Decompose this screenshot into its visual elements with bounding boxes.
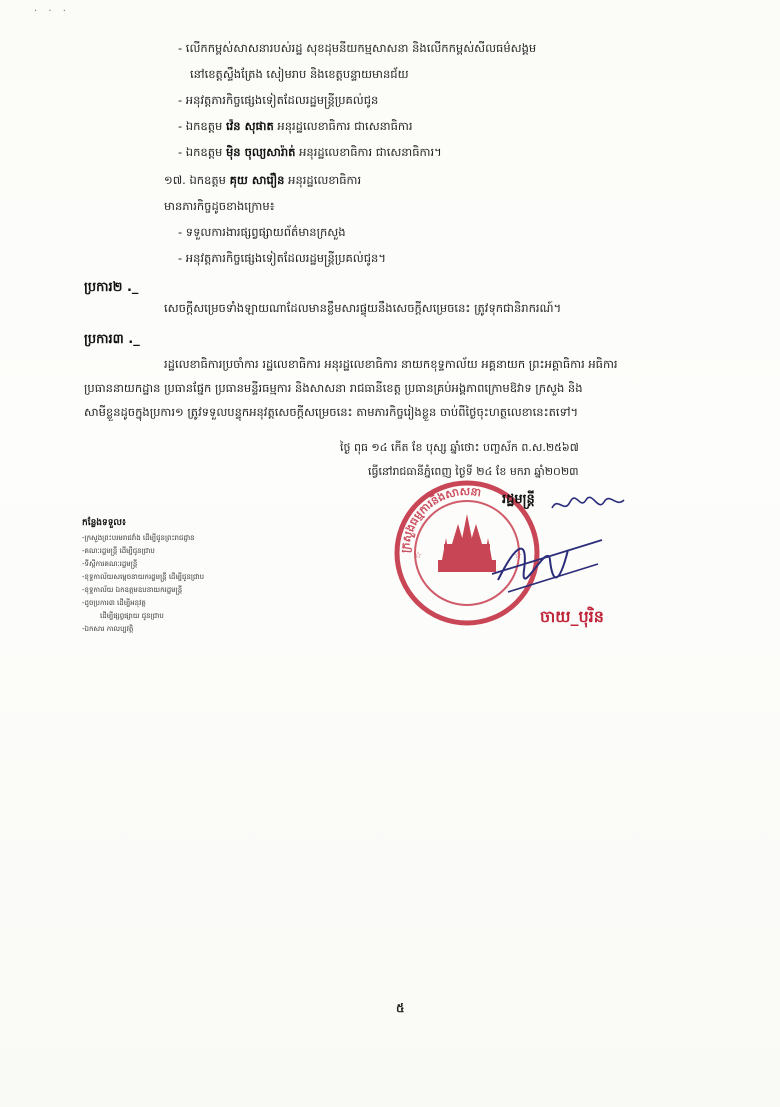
signature-icon: [488, 520, 608, 600]
cc-item-8: -ឯកសារ កាលប្បវត្តិ: [82, 625, 134, 633]
page-number: ៥: [396, 1001, 405, 1015]
body-line-9: - អនុវត្តភារកិច្ចផ្សេងទៀតដែលរដ្ឋមន្ត្រីប្រគល់ជូន។: [178, 251, 386, 265]
cc-item-5: -ខុទ្ទកាល័យ ឯកឧត្តមឧបនាយករដ្ឋមន្ត្រី: [82, 586, 183, 594]
official-name-3: គុយ សារឿន: [229, 173, 285, 187]
body-line-5-post: អនុរដ្ឋលេខាធិការ ជាសេនាធិការ។: [295, 145, 442, 159]
body-line-3: - អនុវត្តភារកិច្ចផ្សេងទៀតដែលរដ្ឋមន្ត្រីប្រគល់ជូន: [178, 93, 379, 107]
article-2-heading: ប្រការ២ ._: [84, 280, 139, 295]
svg-text:☆: ☆: [414, 551, 423, 561]
svg-text:ក្រសួងធម្មការនិងសាសនា: ក្រសួងធម្មការនិងសាសនា: [398, 484, 482, 554]
signer-name: ចាយ_បុរិន: [540, 607, 604, 626]
article-3-heading: ប្រការ៣ ._: [84, 332, 140, 347]
article-3-line-2: ប្រធាននាយកដ្ឋាន ប្រធានផ្នែក ប្រធានមន្ទីរធម្មការ និងសាសនា រាជធានីខេត្ត ប្រធានគ្រប់អង្គភាពក្រោមឱវាទ ក្រសួង និង: [84, 381, 583, 395]
body-line-6: [164, 172, 361, 188]
cc-item-4: -ខុទ្ទកាល័យសម្តេចនាយករដ្ឋមន្ត្រី ដើម្បីជូនជ្រាប: [82, 573, 205, 581]
cc-item-7: ដើម្បីផ្សព្វផ្សាយ ជូនជ្រាប: [100, 612, 164, 620]
article-3-line-3: សាមីខ្លួនដូចក្នុងប្រការ១ ត្រូវទទួលបន្ទុកអនុវត្តសេចក្តីសម្រេចនេះ តាមភារកិច្ចរៀងខ្លួន ចាប់ពីថ្ងៃចុះហត្ថលេខានេះតទៅ។: [84, 405, 579, 419]
body-line-2: នៅខេត្តស្ទឹងត្រែង សៀមរាប និងខេត្តបន្ទាយមានជ័យ: [190, 67, 409, 81]
official-name-1: វ៉េន សុផាត: [225, 119, 274, 133]
body-line-5-pre: - ឯកឧត្តម: [178, 145, 226, 159]
article-2-text: សេចក្តីសម្រេចទាំងឡាយណាដែលមានខ្លឹមសារផ្ទុយនឹងសេចក្តីសម្រេចនេះ ត្រូវទុកជានិរាករណ៍។: [164, 301, 562, 315]
article-3-line-1: រដ្ឋលេខាធិការប្រចាំការ រដ្ឋលេខាធិការ អនុរដ្ឋលេខាធិការ នាយកខុទ្ទកាល័យ អគ្គនាយក ព្រះអគ្គាធិការ អធិការ: [164, 357, 618, 371]
signer-title: រដ្ឋមន្ត្រី: [502, 492, 535, 507]
date-lunar: ថ្ងៃ ពុធ ១៤ កើត ខែ បុស្ស ឆ្នាំថោះ បញ្ចស័ក ព.ស.២៥៦៧: [340, 441, 579, 454]
body-line-4-post: អនុរដ្ឋលេខាធិការ ជាសេនាធិការ: [273, 119, 413, 133]
body-line-4: [178, 118, 413, 134]
cc-item-1: -ក្រសួងព្រះបរមរាជវាំង ដើម្បីជូនព្រះរាជជ្ញាន: [82, 534, 195, 542]
cc-item-2: -គណៈ​រដ្ឋមន្ត្រី ដើម្បីជូនជ្រាប: [82, 547, 155, 555]
body-line-6-pre: ១៧. ឯកឧត្តម: [164, 173, 230, 187]
cc-title: កន្លែងទទួល៖: [82, 518, 126, 528]
official-name-2: ម៉ិន ចុល្យសារ៉ាត់: [225, 145, 296, 159]
scan-specks: · · ·: [34, 6, 70, 17]
body-line-8: - ទទួលការងារផ្សព្វផ្សាយព័ត៌មានក្រសួង: [178, 225, 346, 239]
body-line-1: - លើកកម្ពស់សាសនារបស់រដ្ឋ សុខដុមនីយកម្មសាសនា និងលើកកម្ពស់សីលធម៌សង្គម: [178, 41, 537, 55]
cc-item-6: -ដូចប្រការ៣ ដើម្បីអនុវត្ត: [82, 599, 146, 607]
handwritten-note-icon: [548, 492, 628, 518]
body-line-7: មានភារកិច្ចដូចខាងក្រោម៖: [164, 199, 275, 213]
cc-item-3: -ទីស្តីការគណៈ​រដ្ឋមន្ត្រី: [82, 560, 138, 568]
body-line-5: [178, 144, 442, 160]
svg-text:☆: ☆: [514, 551, 523, 561]
date-place: ធ្វើនៅរាជធានីភ្នំពេញ ថ្ងៃទី ២៤ ខែ មករា ឆ្នាំ២០២៣: [368, 465, 579, 478]
body-line-4-pre: - ឯកឧត្តម: [178, 119, 226, 133]
body-line-6-post: អនុរដ្ឋលេខាធិការ: [284, 173, 362, 187]
